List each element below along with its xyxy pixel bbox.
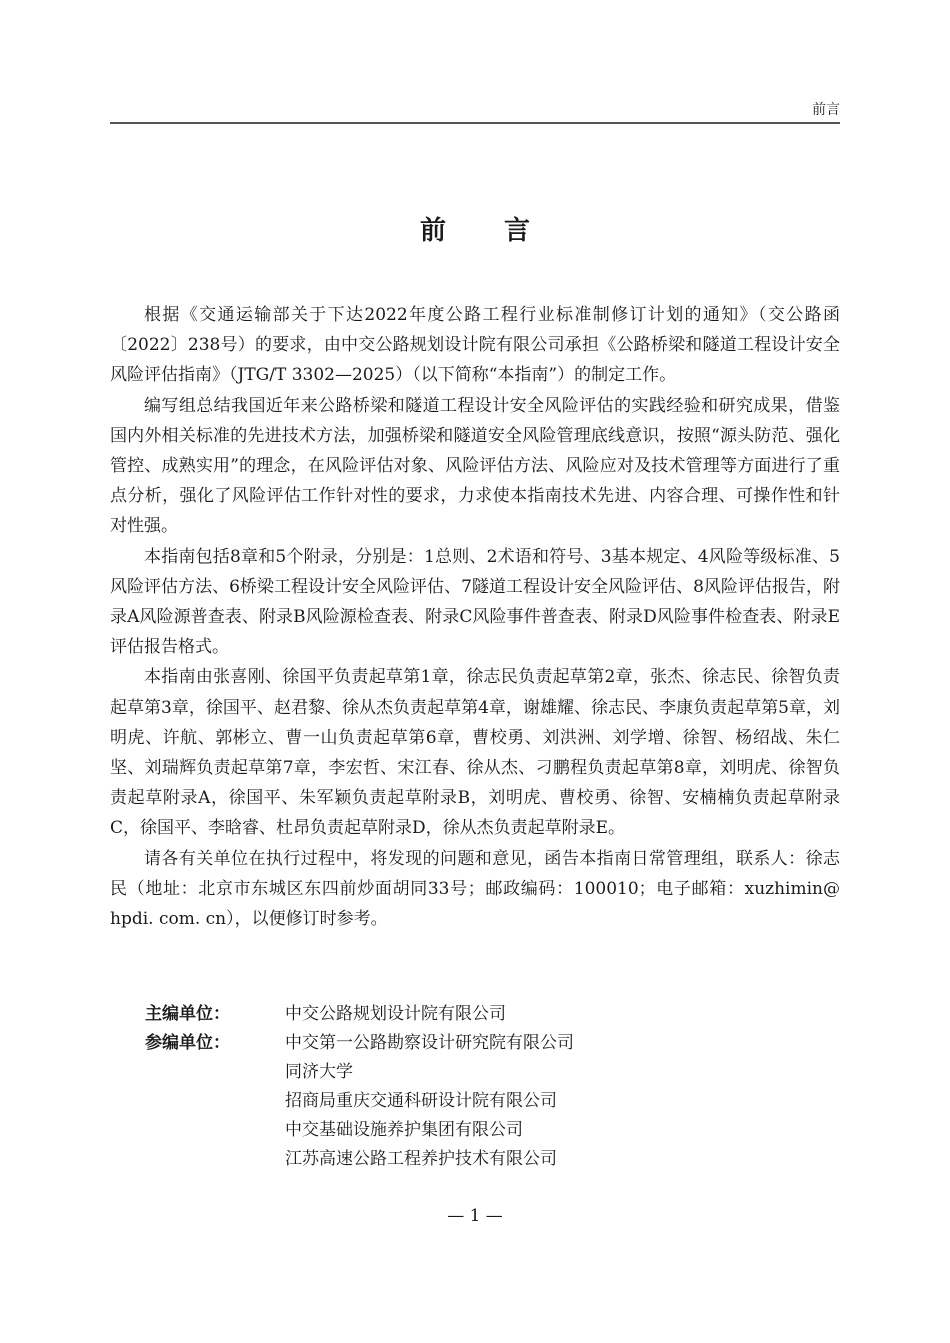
participating-units-row bbox=[145, 1029, 745, 1174]
participating-unit: 招商局重庆交通科研设计院有限公司 bbox=[285, 1091, 557, 1111]
participating-unit: 同济大学 bbox=[285, 1062, 353, 1082]
page-title: 前言 bbox=[419, 216, 588, 246]
body-text bbox=[110, 300, 840, 934]
paragraph-contact: 请各有关单位在执行过程中，将发现的问题和意见，函告本指南日常管理组，联系人：徐志民（地址：北京市东城区东四前炒面胡同33号；邮政编码：100010；电子邮箱：xuzhimin@ hpdi. com. cn），以便修订时参考。 bbox=[110, 848, 840, 930]
paragraph-basis: 根据《交通运输部关于下达2022年度公路工程行业标准制修订计划的通知》（交公路函〔2022〕238号）的要求，由中交公路规划设计院有限公司承担《公路桥梁和隧道工程设计安全风险评估指南》（JTG/T 3302—2025）（以下简称“本指南”）的制定工作。 bbox=[110, 305, 840, 386]
chief-unit-row bbox=[145, 1000, 745, 1029]
editing-units bbox=[145, 1000, 745, 1174]
participating-unit: 中交第一公路勘察设计研究院有限公司 bbox=[285, 1033, 574, 1053]
running-head: 前言 bbox=[812, 102, 840, 118]
participating-unit: 江苏高速公路工程养护技术有限公司 bbox=[285, 1149, 557, 1169]
participating-unit: 中交基础设施养护集团有限公司 bbox=[285, 1120, 523, 1140]
paragraph-summary: 编写组总结我国近年来公路桥梁和隧道工程设计安全风险评估的实践经验和研究成果，借鉴国内外相关标准的先进技术方法，加强桥梁和隧道安全风险管理底线意识，按照“源头防范、强化管控、成熟实用”的理念，在风险评估对象、风险评估方法、风险应对及技术管理等方面进行了重点分析，强化了风险评估工作针对性的要求，力求使本指南技术先进、内容合理、可操作性和针对性强。 bbox=[110, 395, 840, 537]
header-rule bbox=[110, 122, 840, 124]
participating-units-label: 参编单位： bbox=[145, 1033, 230, 1053]
paragraph-authors: 本指南由张喜刚、徐国平负责起草第1章，徐志民负责起草第2章，张杰、徐志民、徐智负责起草第3章，徐国平、赵君黎、徐从杰负责起草第4章，谢雄耀、徐志民、李康负责起草第5章，刘明虎、许航、郭彬立、曹一山负责起草第6章，曹校勇、刘洪洲、刘学增、徐智、杨绍战、朱仁坚、刘瑞辉负责起草第7章，李宏哲、宋江春、徐从杰、刁鹏程负责起草第8章，刘明虎、徐智负责起草附录A，徐国平、朱军颖负责起草附录B，刘明虎、曹校勇、徐智、安楠楠负责起草附录C，徐国平、李晗睿、杜昂负责起草附录D，徐从杰负责起草附录E。 bbox=[110, 667, 840, 839]
paragraph-contents: 本指南包括8章和5个附录，分别是：1总则、2术语和符号、3基本规定、4风险等级标准、5风险评估方法、6桥梁工程设计安全风险评估、7隧道工程设计安全风险评估、8风险评估报告，附录A风险源普查表、附录B风险源检查表、附录C风险事件普查表、附录D风险事件检查表、附录E评估报告格式。 bbox=[110, 546, 840, 658]
chief-unit-label: 主编单位： bbox=[145, 1004, 230, 1024]
chief-unit-name: 中交公路规划设计院有限公司 bbox=[285, 1004, 506, 1024]
page-number: — 1 — bbox=[447, 1206, 503, 1226]
